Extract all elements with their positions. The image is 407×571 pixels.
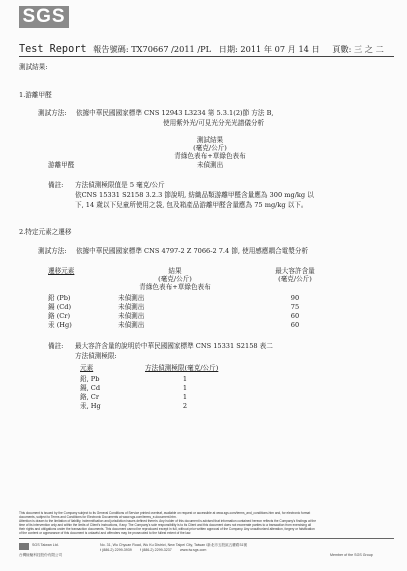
- sgs-group-member: Member of the SGS Group: [330, 553, 373, 557]
- section1-method-line2: 使用紫外光/可見光分光光譜儀分析: [163, 119, 265, 127]
- row-limit: 60: [290, 321, 300, 329]
- section1-row-value: 未偵測出: [196, 161, 224, 169]
- section2-remark-line2: 方法偵測極限:: [75, 352, 117, 360]
- section1-remark-line1: 方法偵測極限值是 5 毫克/公斤: [75, 181, 165, 189]
- det-limit: 2: [182, 402, 188, 410]
- section1-method-line1: 依據中華民國國家標準 CNS 12943 L3234 第 5.3.1(2)節 方法 B,: [76, 109, 274, 117]
- det-element: 汞, Hg: [80, 402, 101, 410]
- date-label: 日期:: [218, 44, 238, 54]
- disclaimer-line: their rights and obligations under the transaction documents. This document cannot be reproduced except in full, without prior written approval of the Company. Any unauthorized alteration, forgery or falsification: [19, 527, 315, 531]
- section1-remark-label: 備註:: [48, 181, 64, 189]
- row-result: 未偵測出: [118, 303, 145, 311]
- section2-col-limit2: (毫克/公斤): [278, 275, 312, 283]
- det-limit: 1: [182, 384, 188, 392]
- company-phone: t (886-2) 2299-3939: [100, 548, 132, 552]
- row-element: 鉻 (Cr): [48, 312, 71, 320]
- report-header: [19, 44, 394, 55]
- row-result: 未偵測出: [118, 321, 145, 329]
- header-rule: [19, 56, 394, 57]
- section2-heading: 2.特定元素之遷移: [19, 228, 72, 236]
- section2-method-line: 依據中華民國國家標準 CNS 4797-2 Z 7066-2 7.4 節, 使用感應耦合電漿分析: [76, 247, 309, 255]
- section1-col-header3: 青綠色表布+草綠色表布: [174, 152, 246, 160]
- det-limit: 1: [182, 375, 188, 383]
- row-element: 汞 (Hg): [48, 321, 72, 329]
- disclaimer-line: documents, subject to Terms and Conditions for Electronic Documents at www.sgs.com/terms_e-document.htm.: [19, 515, 177, 519]
- results-label: 測試結果:: [19, 63, 48, 71]
- company-name-cn: 台灣檢驗科技股份有限公司: [19, 553, 63, 557]
- section2-col-item: 遷移元素: [48, 267, 75, 275]
- company-address: No. 31, Wu Chyuan Road, Wu Ku District, New Taipei City, Taiwan /新北市五股區五權路31號: [100, 543, 248, 547]
- row-result: 未偵測出: [118, 294, 145, 302]
- section1-row-label: 游離甲醛: [48, 161, 75, 169]
- section2-col-limit1: 最大容許含量: [275, 267, 315, 275]
- section1-remark-line2: 依CNS 15331 S2158 3.2.3 節說明, 紡織品類游離甲醛含量應為 300 mg/kg 以: [75, 191, 314, 199]
- det-element: 鎘, Cd: [80, 384, 101, 392]
- disclaimer-line: Attention is drawn to the limitation of liability, indemnification and jurisdiction issues defined therein. Any holder of this document is advised that information contained hereon reflects the Company's findings at the: [19, 519, 316, 523]
- row-limit: 60: [290, 312, 300, 320]
- report-date: 2011 年 07 月 14 日: [240, 44, 320, 54]
- report-no: TX70667 /2011 /PL: [131, 44, 212, 54]
- page-label: 頁數:: [332, 44, 352, 54]
- section2-remark-line1: 最大容許含量的說明於中華民國國家標準 CNS 15331 S2158 表二: [75, 342, 273, 350]
- disclaimer-line: This document is issued by the Company subject to its General Conditions of Service printed overleaf, available on request or accessible at www.sgs.com/terms_and_conditions.htm and, for electronic format: [19, 511, 311, 515]
- section1-col-header1: 測試結果: [196, 136, 224, 144]
- sgs-footer-logo: [19, 543, 29, 550]
- company-name: SGS Taiwan Ltd.: [32, 543, 59, 547]
- company-fax: f (886-2) 2299-3237: [140, 548, 172, 552]
- row-limit: 90: [290, 294, 300, 302]
- section1-method-label: 測試方法:: [38, 109, 67, 117]
- row-result: 未偵測出: [118, 312, 145, 320]
- disclaimer-line: of the content or appearance of this document is unlawful and offenders may be prosecuted to the fullest extent of the law.: [19, 531, 191, 535]
- footer-disclaimer: [19, 511, 394, 535]
- disclaimer-line: time of its intervention only and within the limits of Client's instructions, if any. The Company's sole responsibility is to its Client and this document does not exonerate parties to a transaction from exercising all: [19, 523, 312, 527]
- row-element: 鎘 (Cd): [48, 303, 72, 311]
- det-limit: 1: [182, 393, 188, 401]
- section2-method-label: 測試方法:: [38, 247, 67, 255]
- row-limit: 75: [290, 303, 300, 311]
- report-no-label: 報告號碼:: [93, 44, 129, 54]
- section1-remark-line3: 下, 14 歲以下兒童所使用之袋, 包及箱產品游離甲醛含量應為 75 mg/kg 以下。: [75, 201, 308, 209]
- report-title: Test Report: [19, 44, 87, 55]
- det-element: 鉻, Cr: [80, 393, 99, 401]
- row-element: 鉛 (Pb): [48, 294, 71, 302]
- footer-rule: [19, 538, 394, 539]
- detection-col-limit: 方法偵測極限(毫克/公斤): [145, 364, 219, 372]
- det-element: 鉛, Pb: [80, 375, 100, 383]
- section1-col-header2: (毫克/公斤): [193, 144, 227, 152]
- section2-col-result2: (毫克/公斤): [158, 275, 192, 283]
- section2-col-result3: 青綠色表布+草綠色表布: [139, 283, 211, 291]
- page-number: 三 之 二: [354, 44, 384, 54]
- section1-heading: 1.游離甲醛: [19, 91, 52, 99]
- section2-remark-label: 備註:: [48, 342, 64, 350]
- company-web: www.tw.sgs.com: [180, 548, 207, 552]
- detection-col-element: 元素: [80, 364, 94, 372]
- section2-col-result1: 結果: [168, 267, 182, 275]
- sgs-logo: SGS: [19, 6, 69, 28]
